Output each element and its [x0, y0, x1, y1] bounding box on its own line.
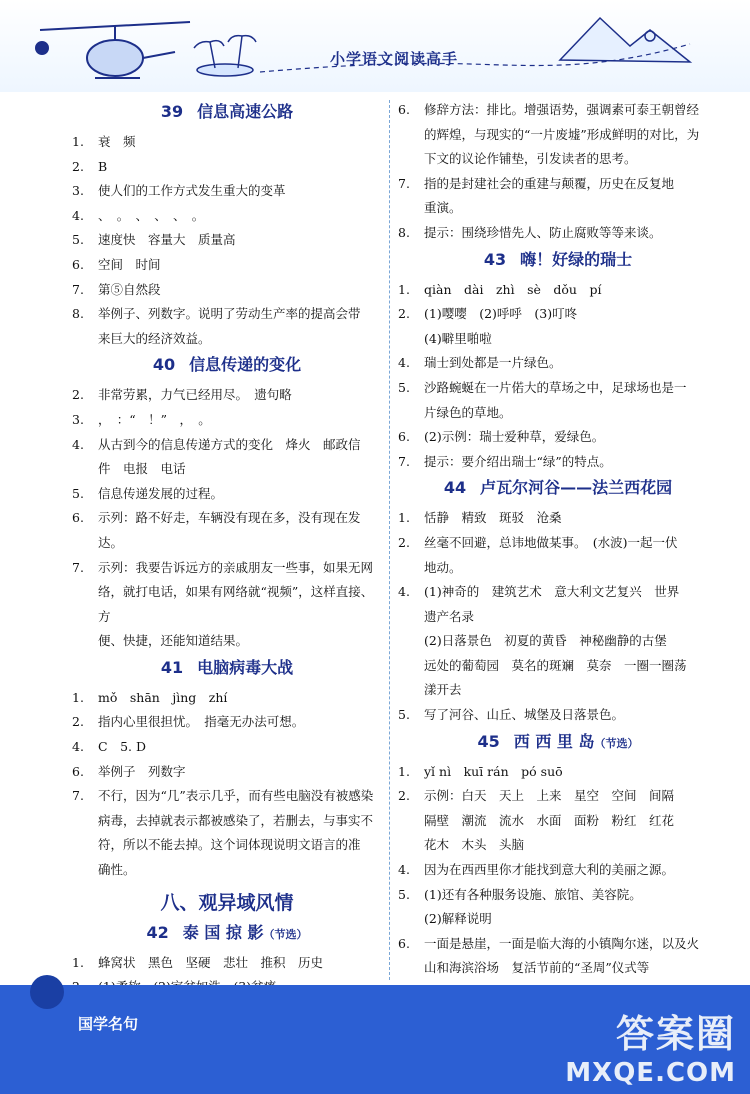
answer-item — [72, 408, 382, 433]
answer-item — [398, 784, 718, 809]
answer-number: 4. — [398, 355, 410, 371]
answer-text: 修辞方法：排比。增强语势，强调素可泰王朝曾经 — [424, 102, 700, 117]
section-title-text: 电脑病毒大战 — [197, 657, 294, 677]
answer-item — [398, 425, 718, 450]
answer-text: 从古到今的信息传递方式的变化 烽火 邮政信 — [98, 436, 361, 452]
series-title: 小学语文阅读高手 — [330, 50, 459, 68]
answer-number: 4. — [72, 436, 84, 452]
answer-number: 4. — [398, 584, 410, 600]
answer-number: 5. — [72, 232, 84, 248]
answer-continuation: 来巨大的经济效益。 — [98, 330, 211, 346]
answer-item — [72, 556, 382, 581]
section-title — [72, 353, 382, 377]
answer-item — [398, 450, 718, 475]
answer-text: 信息传递发展的过程。 — [98, 485, 224, 501]
watermark-bottom: MXQE.COM — [565, 1058, 736, 1088]
answer-item — [398, 506, 718, 531]
answer-text: 提示：围绕珍惜先人、防止腐败等等来谈。 — [424, 224, 662, 240]
answer-number: 7. — [398, 175, 410, 191]
answer-item — [398, 98, 718, 123]
answer-number: 2. — [72, 158, 84, 174]
answer-item — [398, 351, 718, 376]
answer-text: qiàn dài zhì sè dǒu pí — [424, 281, 602, 297]
section-title — [72, 100, 382, 124]
answer-text: B — [98, 158, 108, 174]
answer-text: (1)嘤嘤 (2)呼呼 (3)叮咚 — [424, 306, 578, 322]
answer-item — [72, 735, 382, 760]
page-number-circle — [30, 975, 64, 1009]
answer-text: 衰 频 — [98, 134, 136, 149]
section-title-text: 西 西 里 岛 — [513, 731, 595, 751]
section-number: 42 — [146, 922, 169, 942]
answer-item — [72, 228, 382, 253]
answer-item — [72, 760, 382, 785]
palm-island-icon — [194, 36, 256, 76]
answer-item — [72, 130, 382, 155]
answer-number: 3. — [72, 411, 84, 427]
section-title-text: 泰 国 掠 影 — [182, 922, 264, 942]
answer-item — [72, 383, 382, 408]
section-number: 45 — [477, 731, 500, 751]
watermark-top: 答案圈 — [615, 1012, 736, 1056]
answer-text: 速度快 容量大 质量高 — [98, 232, 236, 248]
answer-text: 蜂窝状 黑色 坚硬 悲壮 推积 历史 — [98, 954, 324, 970]
answer-number: 8. — [398, 224, 410, 240]
answer-number: 8. — [72, 306, 84, 322]
answer-text: 、 。 、 、 、 。 — [98, 207, 205, 223]
answer-item — [398, 760, 718, 785]
answer-continuation: 络，就打电话，如果有网络就“视频”，这样直接、方 便、快捷，还能知道结果。 — [98, 584, 374, 649]
answer-number: 6. — [398, 935, 410, 951]
section-title — [398, 476, 718, 500]
answer-text: 指内心里很担忧。 指毫无办法可想。 — [98, 714, 305, 730]
answer-continuation: 的辉煌，与现实的“一片废墟”形成鲜明的对比，为 下文的议论作铺垫，引发读者的思考。 — [424, 126, 700, 167]
answer-text: (1)神奇的 建筑艺术 意大利文艺复兴 世界 — [424, 584, 680, 600]
right-column — [398, 98, 718, 1006]
section-number: 44 — [443, 478, 467, 498]
answer-continuation: 件 电报 电话 — [98, 461, 186, 477]
answer-number: 2. — [398, 788, 410, 804]
answer-continuation: 山和海滨浴场 复活节前的“圣周”仪式等 — [424, 960, 650, 976]
answer-number: 4. — [72, 207, 84, 223]
answer-text: 丝毫不回避，总讳地做某事。 (水波)一起一伏 — [424, 534, 678, 550]
answer-text: 写了河谷、山丘、城堡及日落景色。 — [424, 707, 625, 723]
answer-text: (2)示例：瑞士爱种草，爱绿色。 — [424, 429, 605, 445]
section-number: 39 — [160, 102, 184, 121]
answer-number: 6. — [72, 256, 84, 272]
answer-item — [72, 179, 382, 204]
answer-text: 使人们的工作方式发生重大的变革 — [98, 183, 286, 199]
section-tag: （节选） — [594, 736, 639, 750]
answer-text: 第⑤自然段 — [98, 281, 161, 297]
answer-item — [398, 376, 718, 401]
section-title-text: 嗨！好绿的瑞士 — [520, 249, 633, 269]
answer-text: 沙路蜿蜒在一片偌大的草场之中，足球场也是一 — [424, 379, 687, 395]
answer-item — [72, 204, 382, 229]
section-number: 41 — [160, 657, 184, 677]
section-title-text: 信息传递的变化 — [189, 355, 302, 375]
answer-item — [398, 858, 718, 883]
answer-number: 5. — [398, 886, 410, 902]
section-title-text: 卢瓦尔河谷——法兰西花园 — [480, 478, 673, 498]
answer-text: 空间 时间 — [98, 256, 161, 272]
answer-item — [72, 253, 382, 278]
answer-number: 4. — [72, 739, 84, 755]
mountain-icon — [560, 18, 690, 62]
answer-item — [398, 703, 718, 728]
answer-number: 6. — [398, 429, 410, 445]
answer-item — [72, 951, 382, 976]
left-column — [72, 98, 382, 1074]
answer-text: 因为在西西里你才能找到意大利的美丽之源。 — [424, 862, 675, 878]
answer-number: 5. — [398, 707, 410, 723]
answer-number: 1. — [398, 763, 410, 779]
answer-text: (1)还有各种服务设施、旅馆、美容院。 — [424, 886, 642, 902]
answer-text: 瑞士到处都是一片绿色。 — [424, 355, 562, 371]
answer-number: 5. — [398, 379, 410, 395]
answer-text: 举例子 列数字 — [98, 763, 186, 779]
answer-text: 提示：要介绍出瑞士“绿”的特点。 — [424, 453, 612, 469]
answer-number: 7. — [72, 281, 84, 297]
answer-continuation: (4)噼里啪啦 — [424, 330, 492, 346]
answer-item — [398, 302, 718, 327]
answer-continuation: (2)解释说明 — [424, 911, 492, 927]
column-divider — [389, 100, 390, 980]
answer-text: 一面是悬崖，一面是临大海的小镇陶尔迷，以及火 — [424, 935, 700, 951]
answer-number: 2. — [72, 714, 84, 730]
answer-number: 6. — [72, 510, 84, 526]
answer-number: 1. — [398, 510, 410, 526]
answer-text: 示列：我要告诉远方的亲戚朋友一些事，如果无网 — [98, 559, 374, 575]
page-footer — [0, 985, 750, 1094]
answer-number: 4. — [398, 862, 410, 878]
answer-number: 2. — [398, 306, 410, 322]
watermark — [565, 1003, 736, 1088]
answer-text: mǒ shān jìng zhí — [98, 689, 228, 705]
section-title — [72, 656, 382, 680]
answer-text: 举例子、列数字。说明了劳动生产率的提高会带 — [98, 306, 361, 322]
answer-item — [398, 580, 718, 605]
answer-item — [398, 883, 718, 908]
section-title-text: 信息高速公路 — [197, 102, 294, 121]
answer-item — [72, 155, 382, 180]
answer-number: 3. — [72, 183, 84, 199]
answer-item — [398, 278, 718, 303]
section-title — [398, 248, 718, 272]
answer-number: 6. — [398, 102, 410, 117]
answer-item — [72, 784, 382, 809]
answer-number: 1. — [72, 134, 84, 149]
answer-continuation: 片绿色的草地。 — [424, 404, 512, 420]
answer-number: 7. — [398, 453, 410, 469]
answer-number: 1. — [398, 281, 410, 297]
answer-number: 6. — [72, 763, 84, 779]
answer-text: ， ：“ ！” ， 。 — [98, 411, 211, 427]
answer-text: 示列：路不好走，车辆没有现在多，没有现在发达。 — [98, 510, 361, 550]
answer-number: 2. — [398, 534, 410, 550]
answer-continuation: 病毒，去掉就表示都被感染了，若删去，与事实不 符，所以不能去掉。这个词体现说明文语言的准 确性。 — [98, 812, 374, 878]
answer-text: 不行，因为“几”表示几乎，而有些电脑没有被感染 — [98, 788, 374, 804]
answer-text: 恬静 精致 斑驳 沧桑 — [424, 510, 562, 526]
footer-label: 国学名句 — [78, 1015, 139, 1033]
answer-number: 1. — [72, 689, 84, 705]
answer-item — [72, 482, 382, 507]
answer-continuation: 遗产名录 (2)日落景色 初夏的黄昏 神秘幽静的古堡 远处的葡萄园 莫名的斑斓 莫奈 一圈一圈荡 漾开去 — [424, 608, 687, 698]
section-number: 40 — [152, 355, 176, 375]
answer-text: C 5. D — [98, 739, 146, 755]
section-title — [72, 921, 382, 945]
answer-item — [72, 686, 382, 711]
answer-item — [398, 221, 718, 246]
answer-item — [72, 710, 382, 735]
answer-text: yǐ nì kuī rán pó suō — [424, 763, 563, 779]
answer-item — [398, 172, 718, 197]
answer-text: 指的是封建社会的重建与颠覆，历史在反复地 — [424, 175, 675, 191]
answer-item — [72, 506, 382, 555]
answer-item — [398, 932, 718, 957]
section-tag: （节选） — [263, 927, 308, 941]
answer-continuation: 隔壁 潮流 流水 水面 面粉 粉红 红花 花木 木头 头脑 — [424, 812, 675, 853]
answer-item — [72, 302, 382, 327]
answer-number: 7. — [72, 559, 84, 575]
answer-text: 非常劳累，力气已经用尽。 遗句略 — [98, 387, 292, 403]
unit-title: 八、观异域风情 — [160, 891, 294, 914]
answer-number: 5. — [72, 485, 84, 501]
answer-item — [72, 433, 382, 458]
helicopter-icon — [36, 22, 190, 78]
page-header — [0, 0, 750, 92]
answer-text: 示例：白天 天上 上来 星空 空间 间隔 — [424, 788, 675, 804]
answer-number: 2. — [72, 387, 84, 403]
answer-continuation: 重演。 — [424, 200, 462, 216]
answer-item — [72, 278, 382, 303]
header-illustration — [0, 0, 750, 92]
answer-number: 1. — [72, 954, 84, 970]
answer-continuation: 地动。 — [424, 559, 462, 575]
answer-number: 7. — [72, 788, 84, 804]
answer-item — [398, 531, 718, 556]
section-title — [398, 730, 718, 754]
section-number: 43 — [483, 249, 507, 269]
